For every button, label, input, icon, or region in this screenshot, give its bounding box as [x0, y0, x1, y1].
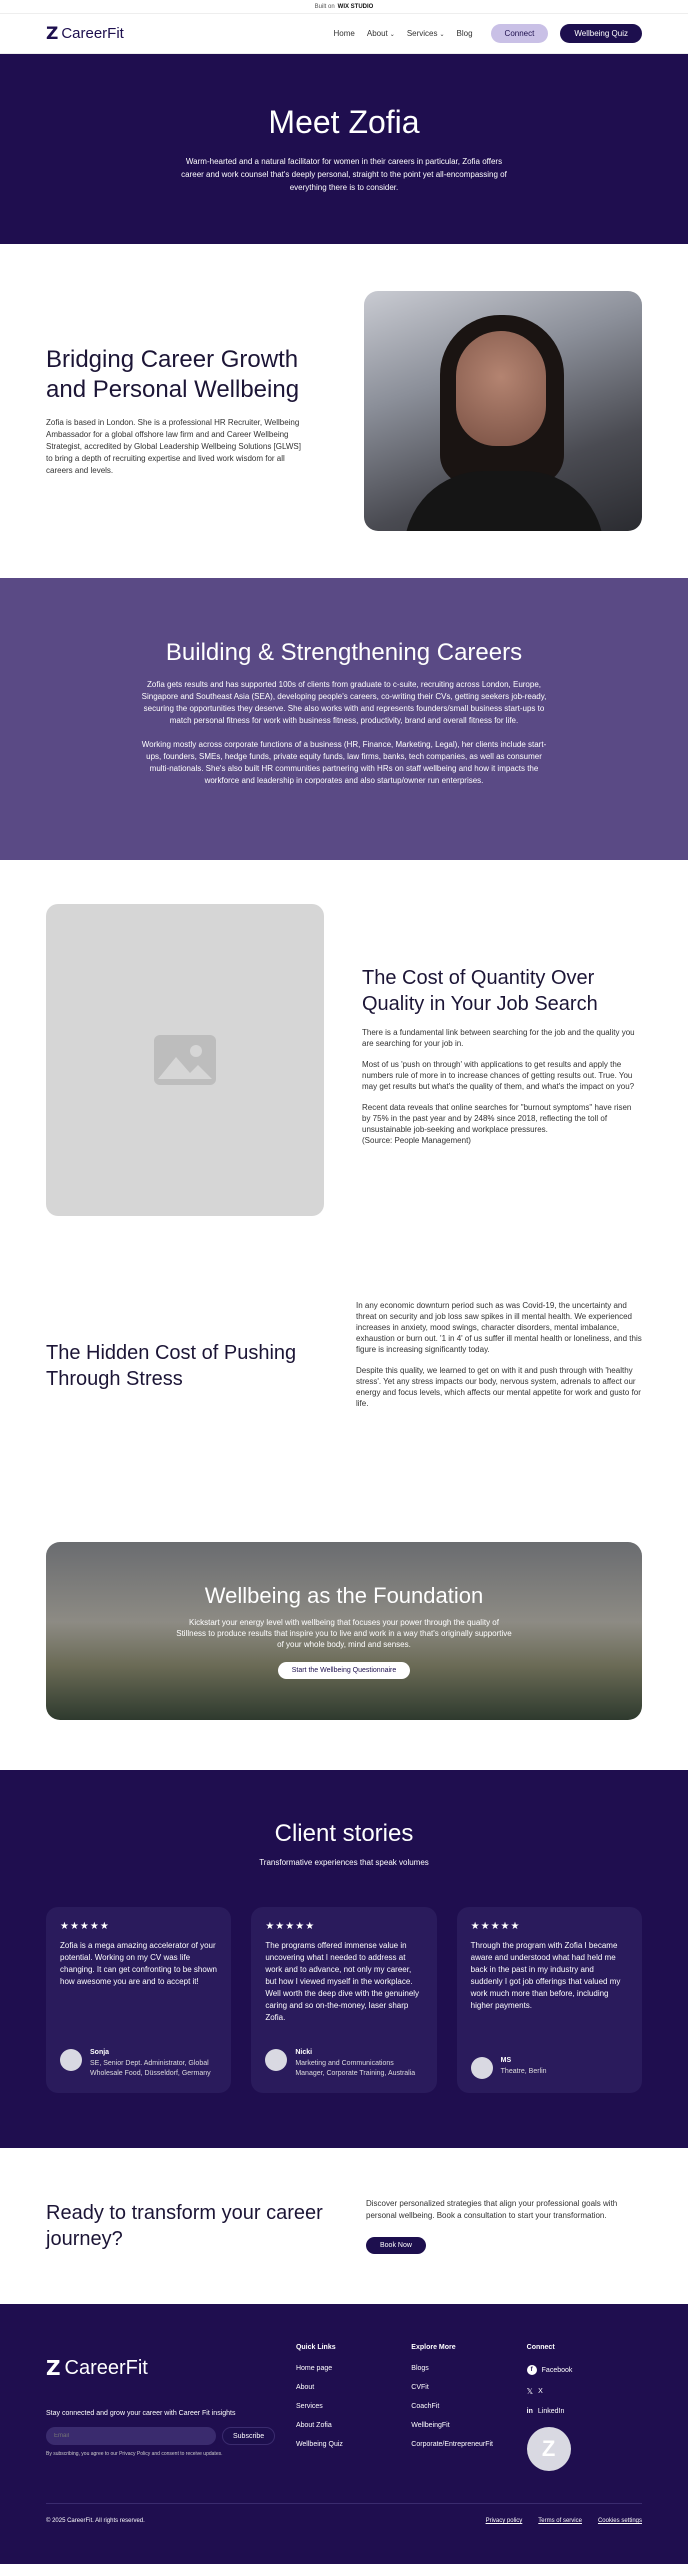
- nav-blog[interactable]: Blog: [456, 29, 473, 38]
- ready-title: Ready to transform your career journey?: [46, 2202, 323, 2250]
- x-label: X: [538, 2388, 543, 2395]
- nav-services-label: Services: [406, 29, 438, 38]
- zofia-portrait-image: [364, 291, 642, 531]
- hidden-cost-section: [0, 1260, 688, 1530]
- nav-links: [334, 24, 642, 43]
- author-name: MS: [500, 2057, 512, 2064]
- chevron-down-icon: ⌄: [389, 32, 395, 38]
- footer-link-quiz[interactable]: Wellbeing Quiz: [295, 2441, 343, 2448]
- star-rating-icon: ★★★★★: [60, 1921, 110, 1932]
- logo-mark-icon: Z: [46, 23, 59, 44]
- cost-text-3: [362, 1102, 642, 1146]
- avatar: [60, 2049, 82, 2071]
- building-title: Building & Strengthening Careers: [165, 639, 523, 666]
- story-quote: The programs offered immense value in uncovering what I needed to address at work and to advance, not only my career, but how I viewed myself in the workplace. Well worth the deep dive with the genuinely caring and so on-the-money, laser sharp Zofia.: [265, 1941, 420, 2022]
- story-quote: Zofia is a mega amazing accelerator of your potential. Working on my CV was life changing. It can get confronting to be shown how awesome you are and to accept it!: [60, 1941, 217, 1986]
- nav-about-label: About: [366, 29, 388, 38]
- top-nav: [0, 14, 688, 54]
- footer-link-coachfit[interactable]: CoachFit: [411, 2403, 440, 2410]
- email-field[interactable]: [46, 2427, 216, 2445]
- quick-links-title: Quick Links: [295, 2344, 336, 2351]
- cost-text-2: Most of us 'push on through' with applications to get results and apply the numbers rule of more in to increase chances of getting results out. True. You may get results but what's the quality of them, and what's the impact on you?: [362, 1059, 635, 1091]
- terms-of-service-link[interactable]: Terms of service: [538, 2518, 582, 2524]
- story-card: [251, 1907, 436, 2093]
- author-role: Theatre, Berlin: [500, 2068, 547, 2075]
- subscribe-button[interactable]: Subscribe: [222, 2427, 275, 2445]
- building-text-1: Zofia gets results and has supported 100s of clients from graduate to c-suite, recruiting across London, Europe, Singapore and Southeast Asia (SEA), developing people's careers, co-writing their CVs, getting seekers job-ready, securing the opportunities they deserve. She also works with and represents founders/small business start-ups to match personal fitness for work with business fitness, productivity, brand and overall fitness for life.: [141, 680, 547, 725]
- nav-about[interactable]: [367, 29, 395, 38]
- built-with-brand: WIX STUDIO: [337, 3, 374, 10]
- star-rating-icon: ★★★★★: [265, 1921, 316, 1932]
- story-cards: [46, 1907, 642, 2093]
- site-logo[interactable]: [46, 24, 124, 44]
- hidden-cost-title: The Hidden Cost of Pushing Through Stress: [46, 1342, 297, 1390]
- stories-subtitle: Transformative experiences that speak volumes: [259, 1858, 429, 1867]
- nav-home[interactable]: Home: [333, 29, 355, 38]
- hero-text: Warm-hearted and a natural facilitator for women in their careers in particular, Zofia offers career and work counsel that's deeply personal, straight to the point yet all-encompassing of everything there is to consider.: [181, 157, 507, 192]
- facebook-label: Facebook: [541, 2366, 573, 2374]
- footer-link-cvfit[interactable]: CVFit: [411, 2384, 429, 2391]
- hero-title: Meet Zofia: [268, 104, 420, 140]
- footer-link-about[interactable]: About: [295, 2384, 315, 2391]
- wellbeing-section: [0, 1530, 688, 1770]
- privacy-policy-link[interactable]: Privacy policy: [485, 2518, 523, 2524]
- avatar: [265, 2049, 287, 2071]
- footer-link-blogs[interactable]: Blogs: [411, 2365, 429, 2372]
- hidden-cost-text-2: Despite this quality, we learned to get on with it and push through with 'healthy stress'. Yet any stress impacts our body, nervous system, adrenals to affect our energy and focus levels, which affects our mental appetite for work and gusto for life.: [356, 1366, 641, 1408]
- quick-links: [296, 2344, 411, 2471]
- author-role: Marketing and Communications Manager, Corporate Training, Australia: [295, 2060, 416, 2077]
- wellbeing-banner: [46, 1542, 642, 1720]
- story-card: [46, 1907, 231, 2093]
- badge-logo-icon: Z: [527, 2427, 571, 2471]
- footer-tagline: Stay connected and grow your career with Career Fit insights: [46, 2410, 236, 2417]
- footer: [0, 2304, 688, 2564]
- connect-links: [527, 2344, 642, 2471]
- footer-bottom: [46, 2503, 642, 2524]
- bridging-section: [0, 244, 688, 578]
- connect-title: Connect: [526, 2344, 555, 2351]
- client-stories-section: [0, 1770, 688, 2148]
- linkedin-icon: in: [526, 2408, 533, 2415]
- footer-logo[interactable]: [46, 2356, 296, 2380]
- story-author: [60, 2049, 217, 2079]
- cost-text-1: There is a fundamental link between searching for the job and the quality you are searching for your job in.: [362, 1027, 635, 1048]
- footer-link-wellbeingfit[interactable]: WellbeingFit: [411, 2422, 450, 2429]
- facebook-link[interactable]: [527, 2365, 642, 2375]
- footer-link-corporatefit[interactable]: Corporate/EntrepreneurFit: [411, 2441, 494, 2448]
- copyright: © 2025 CareerFit. All rights reserved.: [46, 2518, 145, 2524]
- ready-section: [0, 2148, 688, 2304]
- footer-link-about-zofia[interactable]: About Zofia: [295, 2422, 332, 2429]
- footer-link-home[interactable]: Home page: [295, 2365, 333, 2372]
- linkedin-label: LinkedIn: [537, 2408, 565, 2415]
- book-now-button[interactable]: Book Now: [366, 2237, 426, 2254]
- cookies-settings-link[interactable]: Cookies settings: [597, 2518, 642, 2524]
- story-author: [265, 2049, 422, 2079]
- logo-mark-icon: Z: [46, 2356, 61, 2380]
- explore-links: [411, 2344, 526, 2471]
- wellbeing-text: Kickstart your energy level with wellbeing that focuses your power through the quality of Stillness to produce results that inspire you to live and work in a way that's originally supportive of your whole body, mind and senses.: [176, 1618, 512, 1649]
- star-rating-icon: ★★★★★: [470, 1921, 521, 1932]
- author-name: Nicki: [295, 2049, 313, 2056]
- building-section: [0, 578, 688, 860]
- wellbeing-quiz-button[interactable]: Wellbeing Quiz: [560, 24, 642, 43]
- image-placeholder-icon: [154, 1035, 216, 1085]
- building-text-2: Working mostly across corporate functions of a business (HR, Finance, Marketing, Legal), her clients include start-ups, founders, SMEs, hedge funds, private equity funds, law firms, banks, tech companies, as well as consumer multi-nationals. She's also built HR communities partnering with HRs on staff wellbeing and how it impacts the workforce and leadership in corporates and also startup/owner run enterprises.: [141, 740, 547, 785]
- story-card: [457, 1907, 642, 2093]
- bridging-title: Bridging Career Growth and Personal Wellbeing: [46, 346, 300, 403]
- hero-section: [0, 54, 688, 244]
- connect-button[interactable]: Connect: [491, 24, 549, 43]
- built-with-prefix: Built on: [314, 3, 335, 10]
- x-link[interactable]: [527, 2387, 642, 2396]
- wellbeing-questionnaire-button[interactable]: Start the Wellbeing Questionnaire: [278, 1662, 411, 1679]
- avatar: [471, 2057, 493, 2079]
- wellbeing-title: Wellbeing as the Foundation: [204, 1583, 484, 1608]
- explore-title: Explore More: [411, 2344, 456, 2351]
- facebook-icon: f: [527, 2365, 537, 2375]
- footer-link-services[interactable]: Services: [295, 2403, 323, 2410]
- image-placeholder: [46, 904, 324, 1216]
- footer-logo-text: CareerFit: [64, 2356, 148, 2379]
- story-author: [471, 2057, 628, 2079]
- bridging-text: Zofia is based in London. She is a professional HR Recruiter, Wellbeing Ambassador for a global offshore law firm and and Career Wellbeing Strategist, accredited by Global Leadership Wellbeing Solutions [GLWS] to bring a depth of recruiting expertise and lived work wisdom for all careers and levels.: [46, 418, 301, 475]
- cost-section: [0, 860, 688, 1260]
- cost-title: The Cost of Quantity Over Quality in Your Job Search: [362, 966, 598, 1015]
- stories-title: Client stories: [274, 1820, 414, 1847]
- linkedin-link[interactable]: [527, 2408, 642, 2415]
- cost-text-3-body: Recent data reveals that online searches for "burnout symptoms" have risen by 75% in the past year and by 248% since 2018, reflecting the toll of unsustainable job-seeking and workplace pressures.: [362, 1102, 632, 1134]
- built-with-banner[interactable]: [0, 0, 688, 14]
- author-role: SE, Senior Dept. Administrator, Global Wholesale Food, Düsseldorf, Germany: [90, 2060, 211, 2077]
- x-icon: 𝕏: [526, 2387, 534, 2396]
- author-name: Sonja: [90, 2049, 110, 2056]
- subscribe-fine-print: By subscribing, you agree to our Privacy Policy and consent to receive updates.: [46, 2451, 223, 2457]
- cost-source: (Source: People Management): [362, 1135, 471, 1145]
- logo-text: CareerFit: [61, 25, 124, 42]
- nav-services[interactable]: [407, 29, 445, 38]
- hidden-cost-text-1: In any economic downturn period such as was Covid-19, the uncertainty and threat on security and job loss saw spikes in ill mental health. We experienced increases in anxiety, mood swings, character disorders, mental imbalance, exhaustion or burn out. '1 in 4' of us suffer ill mental health or loneliness, and this figure is increasing significantly today.: [356, 1301, 642, 1354]
- story-quote: Through the program with Zofia I became aware and understood what had held me back in the past in my industry and suddenly I got job offerings that valued my work much more than before, including higher payments.: [470, 1941, 621, 2010]
- chevron-down-icon: ⌄: [439, 32, 445, 38]
- ready-text: Discover personalized strategies that align your professional goals with personal wellbeing. Book a consultation to start your transformation.: [366, 2199, 618, 2220]
